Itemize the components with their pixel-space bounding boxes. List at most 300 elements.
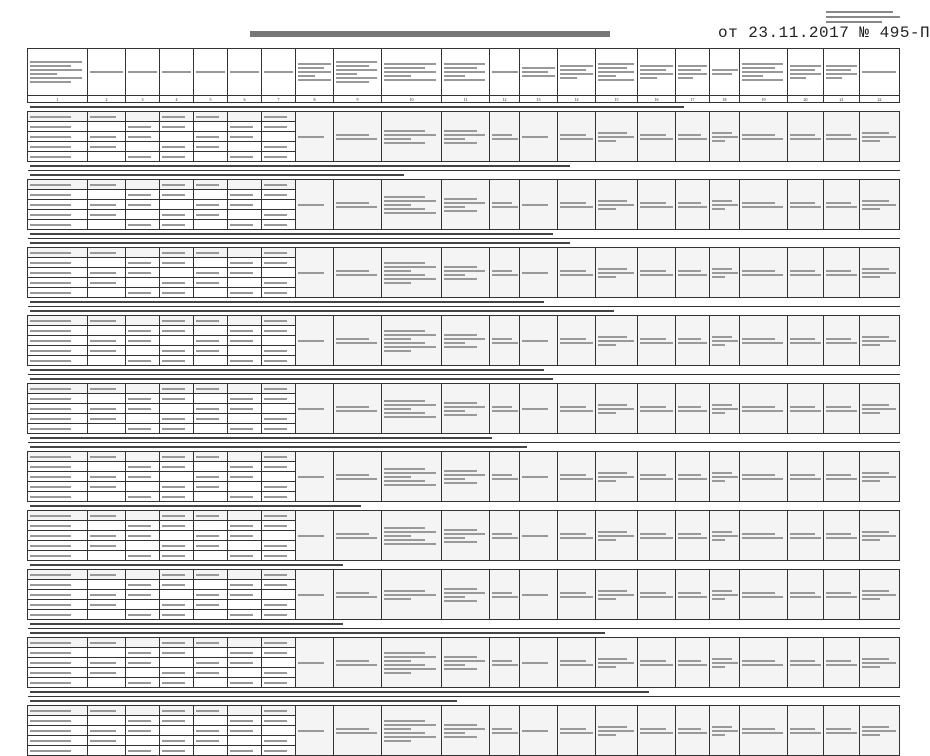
table-cell — [558, 638, 596, 688]
table-cell — [262, 648, 296, 658]
table-cell — [194, 356, 228, 366]
illegible-text — [790, 592, 815, 594]
illegible-text — [678, 69, 701, 71]
illegible-text — [30, 545, 71, 547]
table-cell — [596, 112, 638, 162]
illegible-text — [30, 682, 71, 684]
table-cell — [88, 600, 126, 610]
table-cell — [194, 658, 228, 668]
illegible-text — [712, 598, 725, 600]
column-number-cell: 22 — [860, 96, 900, 103]
illegible-text — [492, 410, 518, 412]
table-cell — [194, 482, 228, 492]
illegible-text — [162, 71, 191, 73]
illegible-text — [162, 486, 185, 488]
illegible-text — [162, 184, 185, 186]
illegible-text — [162, 398, 185, 400]
illegible-text — [230, 408, 253, 410]
illegible-text — [196, 594, 219, 596]
illegible-text — [336, 206, 377, 208]
table-cell — [676, 384, 710, 434]
illegible-text — [444, 414, 477, 416]
illegible-text — [90, 320, 116, 322]
illegible-text — [712, 204, 738, 206]
table-cell — [228, 551, 262, 561]
illegible-text — [862, 480, 880, 482]
column-header — [710, 49, 740, 96]
illegible-text — [640, 202, 666, 204]
column-number-cell: 6 — [228, 96, 262, 103]
illegible-text — [598, 476, 634, 478]
table-cell — [160, 638, 194, 648]
illegible-text — [128, 262, 151, 264]
illegible-text — [162, 710, 185, 712]
table-cell — [638, 112, 676, 162]
illegible-text — [128, 750, 151, 752]
table-cell — [28, 462, 88, 472]
illegible-text — [560, 77, 577, 79]
illegible-text — [30, 418, 71, 420]
illegible-text — [862, 268, 889, 270]
illegible-text — [712, 268, 732, 270]
illegible-text — [742, 274, 783, 276]
illegible-text — [230, 496, 253, 498]
illegible-text — [264, 126, 287, 128]
illegible-text — [264, 71, 293, 73]
column-number-cell: 5 — [194, 96, 228, 103]
table-cell — [88, 200, 126, 210]
table-cell — [262, 326, 296, 336]
table-cell — [788, 452, 824, 502]
illegible-text — [30, 340, 71, 342]
table-cell — [88, 668, 126, 678]
table-cell — [194, 570, 228, 580]
illegible-text — [230, 262, 253, 264]
illegible-text — [162, 224, 185, 226]
table-cell — [88, 190, 126, 200]
illegible-text — [444, 210, 477, 212]
illegible-text — [560, 732, 593, 734]
table-cell — [126, 678, 160, 688]
illegible-text — [492, 406, 512, 408]
illegible-text — [598, 336, 627, 338]
illegible-text — [444, 478, 465, 480]
table-cell — [860, 570, 900, 620]
table-cell — [262, 152, 296, 162]
illegible-text — [196, 116, 219, 118]
table-cell — [382, 248, 442, 298]
illegible-text — [598, 662, 634, 664]
illegible-text — [862, 344, 880, 346]
table-cell — [88, 452, 126, 462]
table-cell — [676, 248, 710, 298]
table-cell — [88, 384, 126, 394]
column-header — [382, 49, 442, 96]
table-cell — [382, 180, 442, 230]
table-cell — [88, 678, 126, 688]
table-cell — [160, 746, 194, 756]
illegible-text — [492, 592, 512, 594]
illegible-text — [862, 336, 889, 338]
column-number-cell: 20 — [788, 96, 824, 103]
illegible-text — [384, 262, 425, 264]
illegible-text — [712, 408, 738, 410]
table-cell — [194, 394, 228, 404]
illegible-text — [862, 340, 896, 342]
illegible-text — [640, 728, 666, 730]
illegible-text — [196, 146, 219, 148]
table-cell — [490, 570, 520, 620]
table-cell — [160, 210, 194, 220]
table-cell — [194, 610, 228, 620]
column-number-cell: 16 — [638, 96, 676, 103]
illegible-text — [384, 412, 425, 414]
table-cell — [160, 190, 194, 200]
illegible-text — [336, 410, 377, 412]
table-cell — [194, 258, 228, 268]
table-cell — [262, 346, 296, 356]
table-cell — [710, 112, 740, 162]
illegible-text — [128, 204, 151, 206]
table-cell — [88, 521, 126, 531]
illegible-text — [712, 276, 725, 278]
illegible-text — [598, 472, 627, 474]
table-cell — [126, 492, 160, 502]
illegible-text — [384, 668, 436, 670]
table-cell — [194, 511, 228, 521]
table-cell — [228, 706, 262, 716]
illegible-text — [128, 584, 151, 586]
illegible-text — [162, 252, 185, 254]
table-cell — [520, 638, 558, 688]
illegible-text — [30, 525, 71, 527]
table-cell — [194, 462, 228, 472]
table-cell — [160, 278, 194, 288]
table-cell — [28, 648, 88, 658]
illegible-text — [492, 660, 512, 662]
illegible-text — [128, 398, 151, 400]
table-cell — [860, 638, 900, 688]
illegible-text — [444, 406, 485, 408]
column-header — [296, 49, 334, 96]
illegible-text — [560, 474, 586, 476]
table-cell — [740, 706, 788, 756]
table-cell — [160, 736, 194, 746]
illegible-text — [196, 456, 219, 458]
illegible-text — [336, 69, 377, 71]
table-cell — [160, 404, 194, 414]
table-cell — [28, 726, 88, 736]
illegible-text — [30, 408, 71, 410]
table-cell — [228, 414, 262, 424]
table-cell — [596, 706, 638, 756]
illegible-text — [230, 555, 253, 557]
table-cell — [334, 180, 382, 230]
table-cell — [28, 190, 88, 200]
table-cell — [228, 452, 262, 462]
table-cell — [126, 258, 160, 268]
illegible-text — [264, 146, 287, 148]
table-cell — [558, 452, 596, 502]
illegible-text — [790, 134, 815, 136]
table-cell — [160, 580, 194, 590]
illegible-text — [30, 476, 71, 478]
table-cell — [88, 258, 126, 268]
illegible-text — [678, 342, 707, 344]
table-cell — [194, 404, 228, 414]
illegible-text — [264, 652, 287, 654]
table-cell — [228, 726, 262, 736]
illegible-text — [162, 428, 185, 430]
illegible-text — [336, 592, 369, 594]
illegible-text — [196, 272, 219, 274]
table-cell — [710, 706, 740, 756]
table-cell — [160, 132, 194, 142]
illegible-text — [30, 388, 71, 390]
table-cell — [160, 590, 194, 600]
table-cell — [160, 648, 194, 658]
illegible-text — [862, 666, 880, 668]
illegible-text — [598, 140, 616, 142]
table-cell — [28, 736, 88, 746]
table-cell — [262, 726, 296, 736]
table-cell — [262, 492, 296, 502]
table-cell — [28, 424, 88, 434]
illegible-text — [742, 338, 775, 340]
column-header — [228, 49, 262, 96]
table-cell — [676, 706, 710, 756]
illegible-text — [522, 594, 548, 596]
illegible-text — [128, 535, 151, 537]
illegible-text — [162, 214, 185, 216]
illegible-text — [598, 344, 616, 346]
illegible-text — [742, 63, 783, 65]
table-cell — [194, 414, 228, 424]
illegible-text — [162, 614, 185, 616]
table-cell — [28, 268, 88, 278]
table-cell — [126, 541, 160, 551]
table-cell — [228, 336, 262, 346]
table-cell — [28, 414, 88, 424]
illegible-text — [712, 132, 732, 134]
illegible-text — [230, 535, 253, 537]
illegible-text — [90, 642, 116, 644]
illegible-text — [712, 730, 738, 732]
illegible-text — [712, 69, 738, 71]
illegible-text — [162, 525, 185, 527]
illegible-text — [826, 533, 851, 535]
illegible-text — [640, 77, 657, 79]
illegible-text — [90, 476, 116, 478]
table-cell — [490, 706, 520, 756]
table-cell — [28, 472, 88, 482]
illegible-text — [30, 614, 71, 616]
illegible-text — [336, 81, 369, 83]
table-cell — [194, 278, 228, 288]
illegible-text — [560, 406, 586, 408]
illegible-text — [336, 77, 377, 79]
illegible-text — [30, 360, 71, 362]
illegible-text — [264, 262, 287, 264]
table-cell — [126, 220, 160, 230]
illegible-text — [196, 388, 219, 390]
column-number-cell: 4 — [160, 96, 194, 103]
illegible-text — [30, 446, 527, 448]
table-cell — [638, 180, 676, 230]
table-cell — [160, 541, 194, 551]
illegible-text — [640, 664, 673, 666]
table-cell — [740, 384, 788, 434]
illegible-text — [230, 662, 253, 664]
table-cell — [262, 531, 296, 541]
table-cell — [126, 356, 160, 366]
table-cell — [88, 531, 126, 541]
table-cell — [490, 112, 520, 162]
illegible-text — [790, 274, 821, 276]
illegible-text — [678, 270, 701, 272]
illegible-text — [492, 206, 518, 208]
table-cell — [520, 511, 558, 561]
illegible-text — [678, 596, 707, 598]
table-cell — [788, 638, 824, 688]
illegible-text — [640, 537, 673, 539]
illegible-text — [336, 138, 377, 140]
illegible-text — [30, 632, 606, 634]
table-cell — [638, 570, 676, 620]
table-cell — [296, 316, 334, 366]
table-cell — [88, 736, 126, 746]
illegible-text — [444, 656, 477, 658]
illegible-text — [298, 272, 324, 274]
table-cell — [228, 610, 262, 620]
illegible-text — [640, 138, 673, 140]
illegible-text — [90, 574, 116, 576]
table-cell — [28, 511, 88, 521]
illegible-text — [384, 67, 425, 69]
table-cell — [126, 404, 160, 414]
illegible-text — [598, 136, 634, 138]
illegible-text — [90, 350, 116, 352]
illegible-text — [384, 338, 411, 340]
illegible-text — [862, 726, 889, 728]
table-cell — [710, 248, 740, 298]
table-cell — [88, 122, 126, 132]
illegible-text — [712, 336, 732, 338]
illegible-text — [90, 71, 123, 73]
illegible-text — [230, 720, 253, 722]
illegible-text — [336, 732, 377, 734]
illegible-text — [384, 75, 411, 77]
illegible-text — [598, 734, 616, 736]
illegible-text — [384, 598, 411, 600]
illegible-text — [742, 202, 775, 204]
table-cell — [228, 112, 262, 122]
illegible-text — [128, 594, 151, 596]
illegible-text — [640, 206, 673, 208]
table-cell — [88, 658, 126, 668]
illegible-text — [384, 212, 436, 214]
illegible-text — [560, 596, 593, 598]
illegible-text — [826, 65, 857, 67]
illegible-text — [336, 274, 377, 276]
illegible-text — [560, 202, 586, 204]
illegible-text — [790, 206, 821, 208]
table-cell — [710, 570, 740, 620]
table-cell — [126, 384, 160, 394]
illegible-text — [492, 533, 512, 535]
illegible-text — [128, 466, 151, 468]
illegible-text — [742, 71, 783, 73]
table-cell — [126, 511, 160, 521]
illegible-text — [712, 594, 738, 596]
column-header — [520, 49, 558, 96]
illegible-text — [384, 196, 425, 198]
table-cell — [194, 746, 228, 756]
illegible-text — [384, 656, 436, 658]
illegible-text — [560, 410, 593, 412]
illegible-text — [230, 224, 253, 226]
illegible-text — [522, 204, 548, 206]
illegible-text — [128, 652, 151, 654]
illegible-text — [444, 63, 485, 65]
illegible-text — [640, 274, 673, 276]
illegible-text — [384, 342, 425, 344]
table-cell — [596, 570, 638, 620]
table-cell — [126, 424, 160, 434]
illegible-text — [30, 623, 344, 625]
illegible-text — [298, 408, 324, 410]
illegible-text — [790, 537, 821, 539]
table-cell — [740, 180, 788, 230]
table-cell — [126, 180, 160, 190]
illegible-text — [30, 106, 684, 108]
illegible-text — [162, 292, 185, 294]
table-cell — [194, 210, 228, 220]
table-cell — [28, 152, 88, 162]
illegible-text — [230, 156, 253, 158]
illegible-text — [162, 360, 185, 362]
illegible-text — [230, 594, 253, 596]
table-cell — [334, 570, 382, 620]
column-header — [860, 49, 900, 96]
table-cell — [262, 482, 296, 492]
table-cell — [228, 394, 262, 404]
illegible-text — [30, 456, 71, 458]
illegible-text — [678, 134, 701, 136]
illegible-text — [90, 604, 116, 606]
table-cell — [262, 472, 296, 482]
table-cell — [520, 248, 558, 298]
illegible-text — [230, 466, 253, 468]
column-number-row — [28, 96, 900, 103]
table-cell — [228, 736, 262, 746]
illegible-text — [162, 720, 185, 722]
illegible-text — [30, 672, 71, 674]
illegible-text — [742, 75, 763, 77]
illegible-text — [30, 69, 82, 71]
illegible-text — [230, 194, 253, 196]
column-number-cell: 12 — [490, 96, 520, 103]
illegible-text — [30, 652, 71, 654]
illegible-text — [384, 334, 436, 336]
illegible-text — [712, 734, 725, 736]
illegible-text — [128, 156, 151, 158]
illegible-text — [712, 662, 738, 664]
illegible-text — [336, 338, 369, 340]
illegible-text — [862, 276, 880, 278]
illegible-text — [30, 505, 361, 507]
illegible-text — [384, 664, 425, 666]
